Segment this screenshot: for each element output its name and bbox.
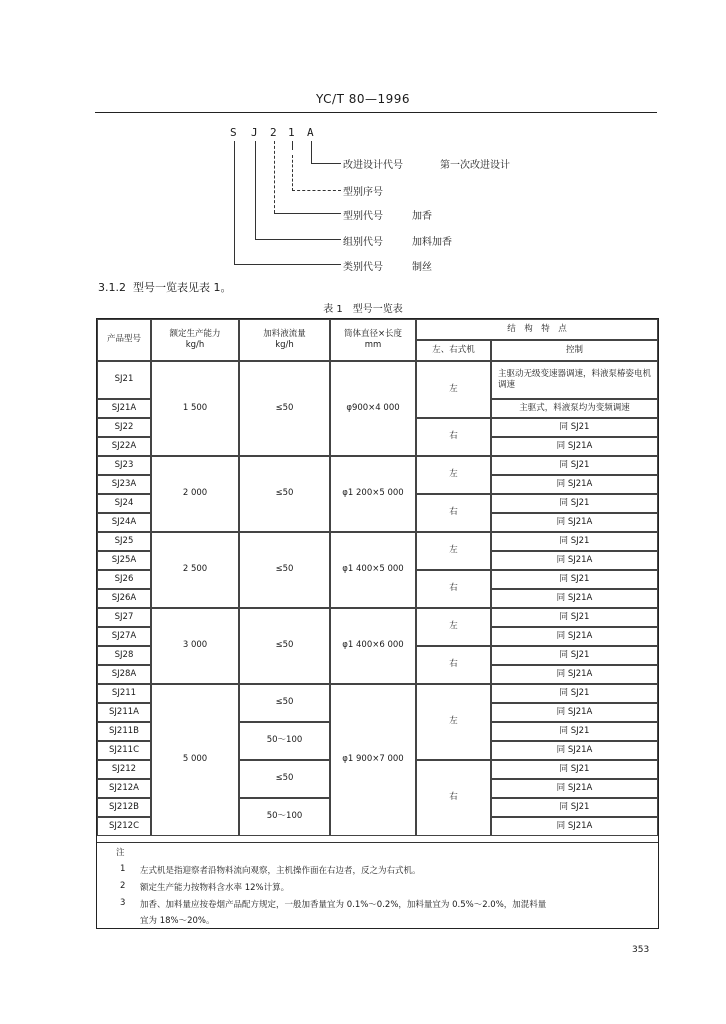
control-cell: 同 SJ21 (491, 722, 658, 741)
control-cell: 同 SJ21 (491, 798, 658, 817)
control-cell: 同 SJ21A (491, 817, 658, 836)
page-number: 353 (632, 945, 650, 955)
note-number: 2 (120, 881, 126, 891)
table-notes (96, 843, 657, 927)
connector-line (274, 213, 341, 214)
connector-line (292, 141, 293, 150)
code-letter-1: 1 (288, 126, 295, 139)
header-feed-flow-unit: kg/h (275, 340, 294, 350)
note-text: 加香、加料量应按卷烟产品配方规定，一般加香量宜为 0.1%～0.2%，加料量宜为 0.5%～2.0%，加混料量 (140, 900, 547, 910)
control-cell: 同 SJ21 (491, 494, 658, 513)
model-cell: SJ21A (97, 399, 151, 418)
orientation-cell: 左 (416, 608, 491, 646)
code-label-meaning: 制丝 (412, 262, 432, 273)
code-letter-s: S (230, 126, 237, 139)
header-cylinder (330, 319, 416, 361)
capacity-cell: 2 500 (151, 532, 239, 608)
header-cylinder-unit: mm (364, 340, 382, 350)
control-cell: 同 SJ21A (491, 551, 658, 570)
model-cell: SJ21 (97, 361, 151, 399)
control-cell: 同 SJ21 (491, 760, 658, 779)
control-cell: 同 SJ21 (491, 684, 658, 703)
code-label-term: 组别代号 (343, 237, 383, 248)
feed-flow-cell: 50～100 (239, 722, 330, 760)
model-cell: SJ28A (97, 665, 151, 684)
orientation-cell: 右 (416, 570, 491, 608)
header-feed-flow (239, 319, 330, 361)
control-cell: 主驱动无级变速器调速，料液泵椿姿电机调速 (491, 361, 658, 399)
section-text: 型号一览表见表 1。 (133, 281, 232, 294)
model-cell: SJ23 (97, 456, 151, 475)
header-capacity-label: 额定生产能力 (169, 328, 221, 339)
control-cell: 同 SJ21A (491, 779, 658, 798)
model-cell: SJ212B (97, 798, 151, 817)
cylinder-cell: φ1 900×7 000 (330, 684, 416, 836)
control-cell: 同 SJ21A (491, 437, 658, 456)
code-label-meaning: 第一次改进设计 (440, 160, 510, 171)
note-number: 3 (120, 898, 126, 908)
capacity-cell: 5 000 (151, 684, 239, 836)
model-cell: SJ24 (97, 494, 151, 513)
capacity-cell: 3 000 (151, 608, 239, 684)
note-text: 左式机是指迎察者沿物料流向观察，主机操作面在右边者，反之为右式机。 (140, 866, 421, 876)
control-cell: 同 SJ21A (491, 665, 658, 684)
code-label-term: 型别代号 (343, 211, 383, 222)
control-cell: 同 SJ21 (491, 532, 658, 551)
connector-line (234, 141, 235, 265)
feed-flow-cell: ≤50 (239, 456, 330, 532)
orientation-cell: 左 (416, 684, 491, 760)
model-cell: SJ24A (97, 513, 151, 532)
feed-flow-cell: 50～100 (239, 798, 330, 836)
document-header: YC/T 80—1996 (315, 92, 411, 106)
code-letter-2: 2 (270, 126, 277, 139)
header-rule (95, 112, 657, 113)
orientation-cell: 右 (416, 418, 491, 456)
model-cell: SJ211A (97, 703, 151, 722)
model-cell: SJ22 (97, 418, 151, 437)
code-label-meaning: 加料加香 (412, 237, 452, 248)
control-cell: 同 SJ21 (491, 608, 658, 627)
model-cell: SJ211B (97, 722, 151, 741)
cylinder-cell: φ1 400×6 000 (330, 608, 416, 684)
control-cell: 同 SJ21 (491, 418, 658, 437)
feed-flow-cell: ≤50 (239, 608, 330, 684)
header-capacity (151, 319, 239, 361)
header-capacity-unit: kg/h (185, 340, 205, 350)
model-cell: SJ212A (97, 779, 151, 798)
capacity-cell: 1 500 (151, 361, 239, 456)
model-cell: SJ27 (97, 608, 151, 627)
code-label-term: 改进设计代号 (343, 160, 403, 171)
note-text-continued: 宜为 18%～20%。 (140, 916, 215, 926)
feed-flow-cell: ≤50 (239, 760, 330, 798)
control-cell: 同 SJ21A (491, 475, 658, 494)
control-cell: 主驱式，料液泵均为变频调速 (491, 399, 658, 418)
connector-line (292, 190, 341, 191)
orientation-cell: 右 (416, 646, 491, 684)
header-orientation: 左、右式机 (416, 340, 491, 361)
model-cell: SJ26A (97, 589, 151, 608)
model-cell: SJ25 (97, 532, 151, 551)
feed-flow-cell: ≤50 (239, 532, 330, 608)
feed-flow-cell: ≤50 (239, 361, 330, 456)
code-label-term: 类别代号 (343, 262, 383, 273)
header-model: 产品型号 (97, 319, 151, 361)
header-control: 控制 (491, 340, 658, 361)
model-cell: SJ212 (97, 760, 151, 779)
control-cell: 同 SJ21 (491, 646, 658, 665)
model-cell: SJ26 (97, 570, 151, 589)
connector-line (255, 239, 341, 240)
model-cell: SJ23A (97, 475, 151, 494)
code-letter-j: J (251, 126, 258, 139)
orientation-cell: 左 (416, 456, 491, 494)
control-cell: 同 SJ21 (491, 456, 658, 475)
table-caption: 表 1 型号一览表 (323, 304, 403, 315)
capacity-cell: 2 000 (151, 456, 239, 532)
model-cell: SJ27A (97, 627, 151, 646)
connector-line (311, 141, 312, 163)
header-structure: 结 构 特 点 (416, 319, 658, 340)
orientation-cell: 右 (416, 494, 491, 532)
code-label-meaning: 加香 (412, 211, 432, 222)
note-text: 额定生产能力按物料含水率 12%计算。 (140, 883, 290, 893)
model-cell: SJ212C (97, 817, 151, 836)
connector-line (292, 155, 293, 191)
control-cell: 同 SJ21A (491, 513, 658, 532)
model-table (96, 318, 659, 929)
cylinder-cell: φ900×4 000 (330, 361, 416, 456)
feed-flow-cell: ≤50 (239, 684, 330, 722)
control-cell: 同 SJ21A (491, 627, 658, 646)
model-cell: SJ22A (97, 437, 151, 456)
note-number: 1 (120, 864, 126, 874)
connector-line (274, 141, 275, 213)
model-cell: SJ211 (97, 684, 151, 703)
notes-label: 注 (116, 848, 125, 858)
orientation-cell: 左 (416, 532, 491, 570)
connector-line (311, 163, 341, 164)
connector-line (234, 264, 341, 265)
model-cell: SJ28 (97, 646, 151, 665)
section-heading (98, 279, 232, 295)
cylinder-cell: φ1 200×5 000 (330, 456, 416, 532)
connector-line (255, 141, 256, 239)
control-cell: 同 SJ21 (491, 570, 658, 589)
section-number: 3.1.2 (98, 281, 126, 294)
control-cell: 同 SJ21A (491, 589, 658, 608)
model-cell: SJ211C (97, 741, 151, 760)
header-cylinder-label: 筒体直径×长度 (343, 328, 403, 339)
cylinder-cell: φ1 400×5 000 (330, 532, 416, 608)
header-feed-flow-label: 加料液流量 (263, 328, 306, 339)
orientation-cell: 右 (416, 760, 491, 836)
code-letter-a: A (307, 126, 314, 139)
control-cell: 同 SJ21A (491, 703, 658, 722)
orientation-cell: 左 (416, 361, 491, 418)
code-label-term: 型别序号 (343, 187, 383, 198)
model-cell: SJ25A (97, 551, 151, 570)
control-cell: 同 SJ21A (491, 741, 658, 760)
